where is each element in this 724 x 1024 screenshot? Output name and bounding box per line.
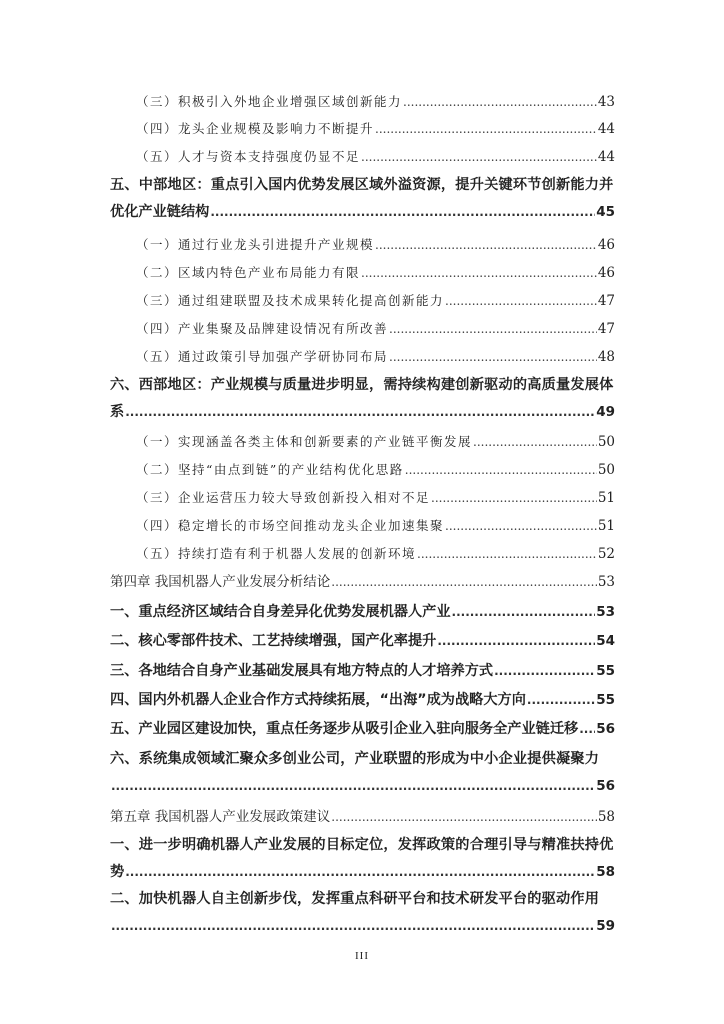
leader-dots (431, 485, 597, 511)
toc-entry-title: 五、产业园区建设加快，重点任务逐步从吸引企业入驻向服务全产业链迁移 (110, 721, 579, 737)
toc-entry-title: （一）实现涵盖各类主体和创新要素的产业链平衡发展 (136, 434, 473, 449)
toc-entry[interactable] (110, 144, 615, 170)
toc-entry-title: 四、国内外机器人企业合作方式持续拓展，“出海”成为战略大方向 (110, 692, 526, 708)
leader-dots (375, 116, 597, 142)
leader-dots (417, 541, 597, 567)
leader-dots (437, 628, 595, 654)
toc-entry[interactable] (110, 116, 615, 142)
toc-entry[interactable] (110, 687, 615, 713)
toc-page-number: 56 (596, 778, 615, 794)
toc-page-number: 44 (597, 121, 615, 137)
toc-entry[interactable] (110, 232, 615, 258)
toc-entry-title: （三）积极引入外地企业增强区域创新能力 (136, 94, 403, 109)
toc-entry[interactable] (110, 628, 615, 654)
toc-entry[interactable] (110, 599, 615, 625)
toc-entry[interactable] (110, 541, 615, 567)
leader-dots (125, 859, 595, 885)
toc-page-number: 51 (597, 490, 615, 506)
toc-entry-title: （四）龙头企业规模及影响力不断提升 (136, 121, 375, 136)
leader-dots (331, 804, 597, 830)
toc-entry-title-line1: 六、西部地区：产业规模与质量进步明显，需持续构建创新驱动的高质量发展体 (110, 377, 614, 393)
toc-page-number: 45 (596, 204, 615, 220)
toc-page-number: 56 (596, 721, 615, 737)
toc-page-number: 43 (597, 94, 615, 110)
toc-entry[interactable] (110, 513, 615, 539)
leader-dots (527, 687, 595, 713)
toc-entry[interactable] (110, 716, 615, 742)
leader-dots (361, 260, 597, 286)
toc-page-number: 49 (596, 404, 615, 420)
toc-page-number: 58 (596, 864, 615, 880)
toc-page-number: 47 (597, 293, 615, 309)
toc-page-number: 50 (597, 462, 615, 478)
toc-entry[interactable] (110, 658, 615, 684)
leader-dots (331, 569, 597, 595)
leader-dots (111, 773, 595, 799)
toc-entry[interactable] (110, 371, 615, 425)
toc-entry[interactable] (110, 171, 615, 225)
toc-entry[interactable] (110, 316, 615, 342)
toc-page-number: 50 (597, 434, 615, 450)
toc-entry-title: 势 (110, 864, 125, 880)
leader-dots (473, 429, 597, 455)
leader-dots (445, 513, 597, 539)
toc-entry-title-line1: 六、系统集成领域汇聚众多创业公司，产业联盟的形成为中小企业提供凝聚力 (110, 751, 600, 767)
leader-dots (389, 344, 597, 370)
toc-entry[interactable] (110, 89, 615, 115)
toc-entry[interactable] (110, 344, 615, 370)
toc-entry-title: （三）通过组建联盟及技术成果转化提高创新能力 (136, 293, 445, 308)
toc-entry-title: （三）企业运营压力较大导致创新投入相对不足 (136, 490, 431, 505)
toc-entry-title: 一、重点经济区域结合自身差异化优势发展机器人产业 (110, 604, 451, 620)
toc-page-number: 54 (596, 633, 615, 649)
toc-entry[interactable] (110, 457, 615, 483)
toc-page-number: 51 (597, 518, 615, 534)
leader-dots (452, 599, 596, 625)
page-footer-number: III (355, 950, 369, 962)
toc-page-number: 55 (596, 692, 615, 708)
toc-entry[interactable] (110, 429, 615, 455)
leader-dots (389, 316, 597, 342)
toc-entry-title: 二、核心零部件技术、工艺持续增强，国产化率提升 (110, 633, 437, 649)
toc-entry-title-line1: 二、加快机器人自主创新步伐，发挥重点科研平台和技术研发平台的驱动作用 (110, 891, 600, 907)
toc-entry-title: 系 (110, 404, 125, 420)
leader-dots (361, 144, 597, 170)
toc-page-number: 47 (597, 321, 615, 337)
toc-entry-title-line1: 五、中部地区：重点引入国内优势发展区域外溢资源，提升关键环节创新能力并 (110, 177, 614, 193)
toc-entry-title: 第四章 我国机器人产业发展分析结论 (110, 574, 331, 590)
toc-entry[interactable] (110, 260, 615, 286)
toc-entry[interactable] (110, 831, 615, 885)
leader-dots (405, 457, 597, 483)
leader-dots (579, 716, 595, 742)
leader-dots (111, 913, 595, 939)
toc-entry-title: 优化产业链结构 (110, 204, 210, 220)
leader-dots (125, 399, 595, 425)
toc-page-number: 58 (597, 809, 615, 825)
leader-dots (403, 89, 597, 115)
toc-entry-title: （五）人才与资本支持强度仍显不足 (136, 149, 361, 164)
toc-entry-title: （四）稳定增长的市场空间推动龙头企业加速集聚 (136, 518, 445, 533)
toc-page-number: 46 (597, 237, 615, 253)
toc-chapter-entry[interactable] (110, 569, 615, 595)
leader-dots (375, 232, 597, 258)
leader-dots (494, 658, 595, 684)
toc-entry-title: 三、各地结合自身产业基础发展具有地方特点的人才培养方式 (110, 663, 494, 679)
toc-page-number: 53 (596, 604, 615, 620)
toc-page-number: 48 (597, 349, 615, 365)
toc-entry[interactable] (110, 885, 615, 939)
toc-entry-title: （五）持续打造有利于机器人发展的创新环境 (136, 546, 417, 561)
leader-dots (210, 199, 595, 225)
toc-entry-title: 第五章 我国机器人产业发展政策建议 (110, 809, 331, 825)
toc-entry-title: （四）产业集聚及品牌建设情况有所改善 (136, 321, 389, 336)
toc-page-number: 53 (597, 574, 615, 590)
toc-entry-title: （一）通过行业龙头引进提升产业规模 (136, 237, 375, 252)
toc-entry-title: （二）区域内特色产业布局能力有限 (136, 265, 361, 280)
toc-entry-title-line1: 一、进一步明确机器人产业发展的目标定位，发挥政策的合理引导与精准扶持优 (110, 837, 614, 853)
toc-page-number: 44 (597, 149, 615, 165)
toc-entry[interactable] (110, 745, 615, 799)
toc-entry-title: （五）通过政策引导加强产学研协同布局 (136, 349, 389, 364)
toc-chapter-entry[interactable] (110, 804, 615, 830)
toc-page-number: 55 (596, 663, 615, 679)
toc-entry[interactable] (110, 288, 615, 314)
toc-page-number: 52 (597, 546, 615, 562)
toc-page-number: 59 (596, 918, 615, 934)
toc-page-number: 46 (597, 265, 615, 281)
leader-dots (445, 288, 597, 314)
toc-entry[interactable] (110, 485, 615, 511)
toc-entry-title: （二）坚持“由点到链”的产业结构优化思路 (136, 462, 404, 477)
